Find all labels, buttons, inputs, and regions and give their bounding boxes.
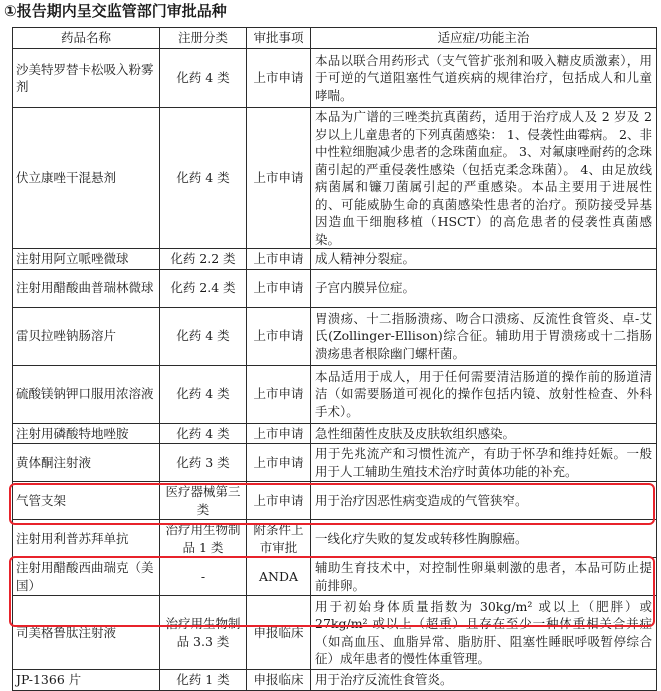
drug-name: 雷贝拉唑钠肠溶片	[13, 307, 160, 365]
drug-name: 注射用阿立哌唑微球	[13, 249, 160, 270]
drug-name: 黄体酮注射液	[13, 444, 160, 482]
approval-item: 上市申请	[247, 365, 311, 423]
drug-name: 司美格鲁肽注射液	[13, 596, 160, 670]
approval-item: 上市申请	[247, 307, 311, 365]
header-category: 注册分类	[160, 28, 247, 49]
header-drug-name: 药品名称	[13, 28, 160, 49]
category: 化药 4 类	[160, 49, 247, 108]
approval-item: 申报临床	[247, 670, 311, 691]
drug-name: 注射用醋酸曲普瑞林微球	[13, 269, 160, 307]
header-approval-item: 审批事项	[247, 28, 311, 49]
category: 治疗用生物制品 3.3 类	[160, 596, 247, 670]
drug-name: 硫酸镁钠钾口服用浓溶液	[13, 365, 160, 423]
indication: 本品适用于成人，用于任何需要清洁肠道的操作前的肠道清洁（如需要肠道可视化的操作包括内镜、放射性检查、外科手术）。	[311, 365, 657, 423]
approval-item: 上市申请	[247, 269, 311, 307]
table-row	[13, 482, 657, 520]
table-header-row	[13, 28, 657, 49]
category: -	[160, 558, 247, 596]
category: 化药 1 类	[160, 670, 247, 691]
indication: 辅助生育技术中，对控制性卵巢刺激的患者，本品可防止提前排卵。	[311, 558, 657, 596]
category: 化药 4 类	[160, 307, 247, 365]
approval-item: 上市申请	[247, 423, 311, 444]
approval-item: 上市申请	[247, 108, 311, 249]
table-row	[13, 365, 657, 423]
approval-item: 申报临床	[247, 596, 311, 670]
table-row	[13, 423, 657, 444]
table-row	[13, 49, 657, 108]
drug-name: 气管支架	[13, 482, 160, 520]
approval-item: ANDA	[247, 558, 311, 596]
category: 治疗用生物制品 1 类	[160, 520, 247, 558]
indication: 胃溃疡、十二指肠溃疡、吻合口溃疡、反流性食管炎、卓-艾氏(Zollinger-Ellison)综合征。辅助用于胃溃疡或十二指肠溃疡患者根除幽门螺杆菌。	[311, 307, 657, 365]
table-row	[13, 269, 657, 307]
drug-name: 注射用醋酸西曲瑞克（美国）	[13, 558, 160, 596]
table-row	[13, 558, 657, 596]
approval-item: 上市申请	[247, 49, 311, 108]
approval-item: 上市申请	[247, 249, 311, 270]
indication: 用于初始身体质量指数为 30kg/m² 或以上（肥胖）或 27kg/m² 或以上（超重）且存在至少一种体重相关合并症（如高血压、血脂异常、脂肪肝、阻塞性睡眠呼吸暂停综合征）成年患者的慢性体重管理。	[311, 596, 657, 670]
table-row	[13, 249, 657, 270]
table-row	[13, 307, 657, 365]
table-row	[13, 520, 657, 558]
category: 化药 4 类	[160, 365, 247, 423]
approval-item: 附条件上市审批	[247, 520, 311, 558]
indication: 一线化疗失败的复发或转移性胸腺癌。	[311, 520, 657, 558]
table-row	[13, 444, 657, 482]
drug-name: JP-1366 片	[13, 670, 160, 691]
indication: 本品为广谱的三唑类抗真菌药，适用于治疗成人及 2 岁及 2 岁以上儿童患者的下列真菌感染： 1、侵袭性曲霉病。 2、非中性粒细胞减少患者的念珠菌血症。 3、对氟康唑耐药的念珠菌引起的严重侵袭性感染（包括克柔念珠菌）。 4、由足放线病菌属和镰刀菌属引起的严重感染。本品主要用于进展性的、可能威胁生命的真菌感染性患者的治疗。预防接受异基因造血干细胞移植（HSCT）的高危患者的侵袭性真菌感染。	[311, 108, 657, 249]
category: 化药 2.4 类	[160, 269, 247, 307]
category: 化药 2.2 类	[160, 249, 247, 270]
drug-name: 注射用磷酸特地唑胺	[13, 423, 160, 444]
table-row	[13, 108, 657, 249]
indication: 急性细菌性皮肤及皮肤软组织感染。	[311, 423, 657, 444]
header-indication: 适应症/功能主治	[311, 28, 657, 49]
table-row	[13, 596, 657, 670]
drug-name: 伏立康唑干混悬剂	[13, 108, 160, 249]
approval-table	[12, 27, 657, 691]
drug-name: 注射用利普苏拜单抗	[13, 520, 160, 558]
table-row	[13, 670, 657, 691]
indication: 子宫内膜异位症。	[311, 269, 657, 307]
indication: 本品以联合用药形式（支气管扩张剂和吸入糖皮质激素），用于可逆的气道阻塞性气道疾病的规律治疗，包括成人和儿童哮喘。	[311, 49, 657, 108]
category: 化药 4 类	[160, 423, 247, 444]
category: 医疗器械第三类	[160, 482, 247, 520]
indication: 用于先兆流产和习惯性流产，有助于怀孕和维持妊娠。一般用于人工辅助生殖技术治疗时黄体功能的补充。	[311, 444, 657, 482]
drug-name: 沙美特罗替卡松吸入粉雾剂	[13, 49, 160, 108]
indication: 用于治疗反流性食管炎。	[311, 670, 657, 691]
indication: 成人精神分裂症。	[311, 249, 657, 270]
category: 化药 3 类	[160, 444, 247, 482]
approval-item: 上市申请	[247, 482, 311, 520]
approval-item: 上市申请	[247, 444, 311, 482]
section-title: ①报告期内呈交监管部门审批品种	[4, 2, 227, 20]
indication: 用于治疗因恶性病变造成的气管狭窄。	[311, 482, 657, 520]
category: 化药 4 类	[160, 108, 247, 249]
